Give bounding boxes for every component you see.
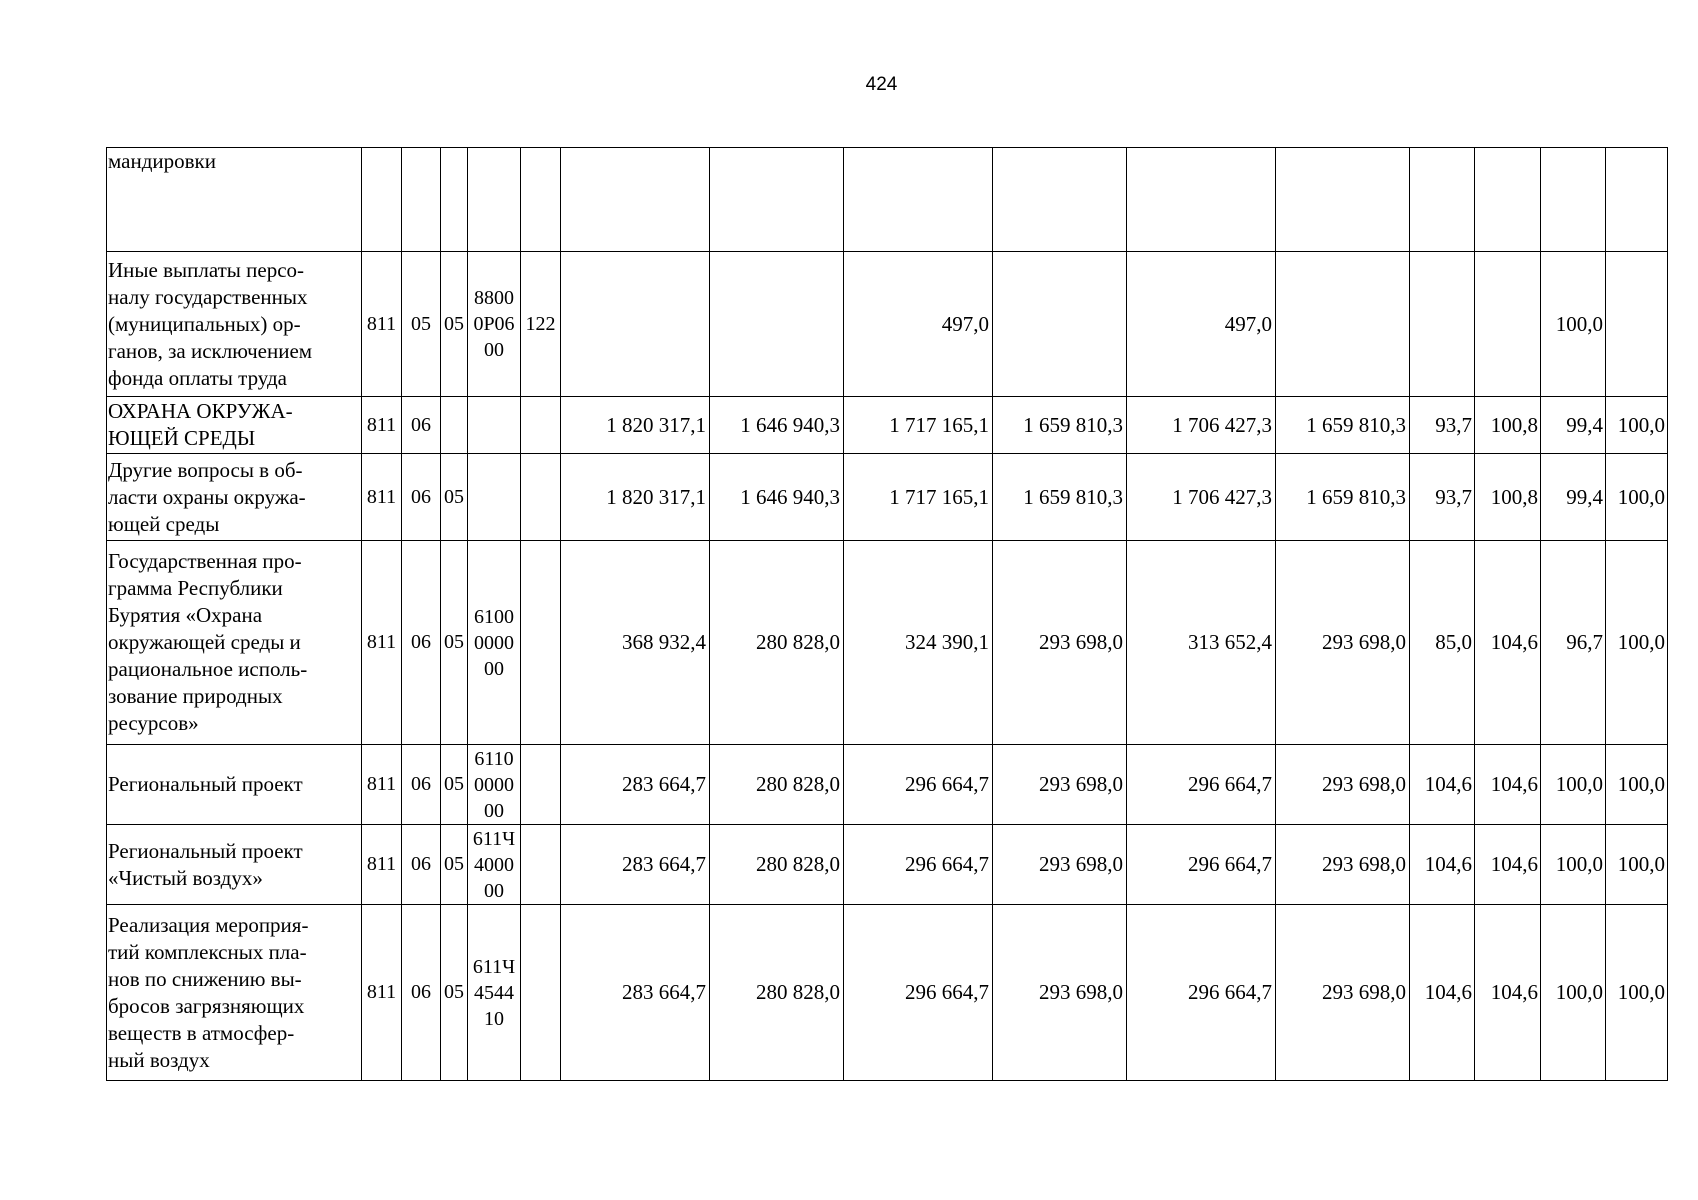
value-cell-2: 280 828,0 <box>710 541 844 745</box>
percent-cell-4 <box>1606 148 1668 252</box>
table-row <box>107 905 1668 1081</box>
expense-type-cell <box>521 541 561 745</box>
value-cell-3: 1 717 165,1 <box>844 454 993 541</box>
value-cell-6: 293 698,0 <box>1276 745 1410 825</box>
value-cell-3: 296 664,7 <box>844 745 993 825</box>
value-cell-5: 296 664,7 <box>1127 825 1276 905</box>
admin-code-cell: 811 <box>362 397 402 454</box>
page-number: 424 <box>865 74 898 95</box>
value-cell-1: 1 820 317,1 <box>561 397 710 454</box>
value-cell-3: 296 664,7 <box>844 905 993 1081</box>
percent-cell-1: 104,6 <box>1410 745 1475 825</box>
expense-type-cell <box>521 905 561 1081</box>
target-code-cell: 611Ч 4544 10 <box>468 905 521 1081</box>
value-cell-4 <box>993 252 1127 397</box>
value-cell-6: 293 698,0 <box>1276 905 1410 1081</box>
target-code-cell: 6110 0000 00 <box>468 745 521 825</box>
subsection-code-cell <box>441 148 468 252</box>
percent-cell-2: 100,8 <box>1475 454 1541 541</box>
percent-cell-4 <box>1606 252 1668 397</box>
value-cell-1: 283 664,7 <box>561 905 710 1081</box>
value-cell-2: 1 646 940,3 <box>710 397 844 454</box>
percent-cell-1 <box>1410 148 1475 252</box>
expense-type-cell <box>521 397 561 454</box>
percent-cell-1: 104,6 <box>1410 825 1475 905</box>
percent-cell-4: 100,0 <box>1606 745 1668 825</box>
subsection-code-cell: 05 <box>441 541 468 745</box>
percent-cell-3: 100,0 <box>1541 745 1606 825</box>
table-row <box>107 397 1668 454</box>
value-cell-4: 1 659 810,3 <box>993 454 1127 541</box>
subsection-code-cell: 05 <box>441 745 468 825</box>
percent-cell-2: 104,6 <box>1475 905 1541 1081</box>
section-code-cell <box>402 148 441 252</box>
target-code-cell <box>468 454 521 541</box>
value-cell-4: 293 698,0 <box>993 905 1127 1081</box>
value-cell-4: 293 698,0 <box>993 825 1127 905</box>
percent-cell-2: 104,6 <box>1475 541 1541 745</box>
target-code-cell: 6100 0000 00 <box>468 541 521 745</box>
percent-cell-4: 100,0 <box>1606 825 1668 905</box>
value-cell-1 <box>561 252 710 397</box>
value-cell-3: 497,0 <box>844 252 993 397</box>
row-name-cell: Региональный проект «Чистый воздух» <box>107 825 362 905</box>
budget-table-body <box>107 148 1668 1081</box>
section-code-cell: 06 <box>402 397 441 454</box>
row-name-cell: Реализация мероприя- тий комплексных пла- нов по снижению вы- бросов загрязняющих веществ в атмосфер- ный воздух <box>107 905 362 1081</box>
row-name-cell: мандировки <box>107 148 362 252</box>
percent-cell-3 <box>1541 148 1606 252</box>
section-code-cell: 06 <box>402 825 441 905</box>
value-cell-4: 1 659 810,3 <box>993 397 1127 454</box>
table-row <box>107 541 1668 745</box>
percent-cell-2 <box>1475 252 1541 397</box>
percent-cell-3: 99,4 <box>1541 454 1606 541</box>
expense-type-cell: 122 <box>521 252 561 397</box>
admin-code-cell: 811 <box>362 252 402 397</box>
admin-code-cell: 811 <box>362 905 402 1081</box>
table-row <box>107 252 1668 397</box>
value-cell-4 <box>993 148 1127 252</box>
admin-code-cell <box>362 148 402 252</box>
value-cell-3 <box>844 148 993 252</box>
percent-cell-2: 100,8 <box>1475 397 1541 454</box>
subsection-code-cell: 05 <box>441 905 468 1081</box>
subsection-code-cell: 05 <box>441 825 468 905</box>
percent-cell-1: 93,7 <box>1410 454 1475 541</box>
value-cell-2 <box>710 148 844 252</box>
percent-cell-4: 100,0 <box>1606 905 1668 1081</box>
percent-cell-1: 93,7 <box>1410 397 1475 454</box>
value-cell-3: 1 717 165,1 <box>844 397 993 454</box>
value-cell-5: 1 706 427,3 <box>1127 454 1276 541</box>
admin-code-cell: 811 <box>362 454 402 541</box>
percent-cell-3: 100,0 <box>1541 825 1606 905</box>
value-cell-5: 296 664,7 <box>1127 745 1276 825</box>
value-cell-2: 1 646 940,3 <box>710 454 844 541</box>
value-cell-1: 1 820 317,1 <box>561 454 710 541</box>
percent-cell-4: 100,0 <box>1606 397 1668 454</box>
percent-cell-1: 85,0 <box>1410 541 1475 745</box>
value-cell-6 <box>1276 148 1410 252</box>
budget-table <box>106 147 1668 1081</box>
value-cell-3: 324 390,1 <box>844 541 993 745</box>
percent-cell-4: 100,0 <box>1606 541 1668 745</box>
value-cell-6: 293 698,0 <box>1276 541 1410 745</box>
admin-code-cell: 811 <box>362 541 402 745</box>
value-cell-4: 293 698,0 <box>993 745 1127 825</box>
percent-cell-2: 104,6 <box>1475 825 1541 905</box>
row-name-cell: Другие вопросы в об- ласти охраны окружа- ющей среды <box>107 454 362 541</box>
row-name-cell: Региональный проект <box>107 745 362 825</box>
value-cell-1: 368 932,4 <box>561 541 710 745</box>
target-code-cell <box>468 148 521 252</box>
percent-cell-3: 100,0 <box>1541 252 1606 397</box>
percent-cell-4: 100,0 <box>1606 454 1668 541</box>
subsection-code-cell: 05 <box>441 252 468 397</box>
expense-type-cell <box>521 825 561 905</box>
table-row <box>107 745 1668 825</box>
value-cell-1 <box>561 148 710 252</box>
value-cell-2: 280 828,0 <box>710 745 844 825</box>
expense-type-cell <box>521 148 561 252</box>
percent-cell-2 <box>1475 148 1541 252</box>
percent-cell-1: 104,6 <box>1410 905 1475 1081</box>
target-code-cell <box>468 397 521 454</box>
target-code-cell: 8800 0Р06 00 <box>468 252 521 397</box>
value-cell-6: 1 659 810,3 <box>1276 397 1410 454</box>
section-code-cell: 05 <box>402 252 441 397</box>
subsection-code-cell: 05 <box>441 454 468 541</box>
row-name-cell: ОХРАНА ОКРУЖА- ЮЩЕЙ СРЕДЫ <box>107 397 362 454</box>
admin-code-cell: 811 <box>362 745 402 825</box>
percent-cell-3: 100,0 <box>1541 905 1606 1081</box>
table-row <box>107 454 1668 541</box>
percent-cell-2: 104,6 <box>1475 745 1541 825</box>
expense-type-cell <box>521 454 561 541</box>
target-code-cell: 611Ч 4000 00 <box>468 825 521 905</box>
value-cell-5: 1 706 427,3 <box>1127 397 1276 454</box>
value-cell-1: 283 664,7 <box>561 825 710 905</box>
value-cell-4: 293 698,0 <box>993 541 1127 745</box>
section-code-cell: 06 <box>402 541 441 745</box>
section-code-cell: 06 <box>402 454 441 541</box>
subsection-code-cell <box>441 397 468 454</box>
value-cell-1: 283 664,7 <box>561 745 710 825</box>
value-cell-5: 296 664,7 <box>1127 905 1276 1081</box>
expense-type-cell <box>521 745 561 825</box>
value-cell-5: 313 652,4 <box>1127 541 1276 745</box>
section-code-cell: 06 <box>402 905 441 1081</box>
table-row <box>107 825 1668 905</box>
value-cell-6 <box>1276 252 1410 397</box>
percent-cell-1 <box>1410 252 1475 397</box>
value-cell-3: 296 664,7 <box>844 825 993 905</box>
section-code-cell: 06 <box>402 745 441 825</box>
row-name-cell: Иные выплаты персо- налу государственных (муниципальных) ор- ганов, за исключением фонда оплаты труда <box>107 252 362 397</box>
percent-cell-3: 99,4 <box>1541 397 1606 454</box>
value-cell-2: 280 828,0 <box>710 905 844 1081</box>
admin-code-cell: 811 <box>362 825 402 905</box>
table-row <box>107 148 1668 252</box>
value-cell-6: 293 698,0 <box>1276 825 1410 905</box>
percent-cell-3: 96,7 <box>1541 541 1606 745</box>
value-cell-6: 1 659 810,3 <box>1276 454 1410 541</box>
row-name-cell: Государственная про- грамма Республики Бурятия «Охрана окружающей среды и рациональное исполь- зование природных ресурсов» <box>107 541 362 745</box>
value-cell-2: 280 828,0 <box>710 825 844 905</box>
value-cell-5 <box>1127 148 1276 252</box>
value-cell-5: 497,0 <box>1127 252 1276 397</box>
value-cell-2 <box>710 252 844 397</box>
